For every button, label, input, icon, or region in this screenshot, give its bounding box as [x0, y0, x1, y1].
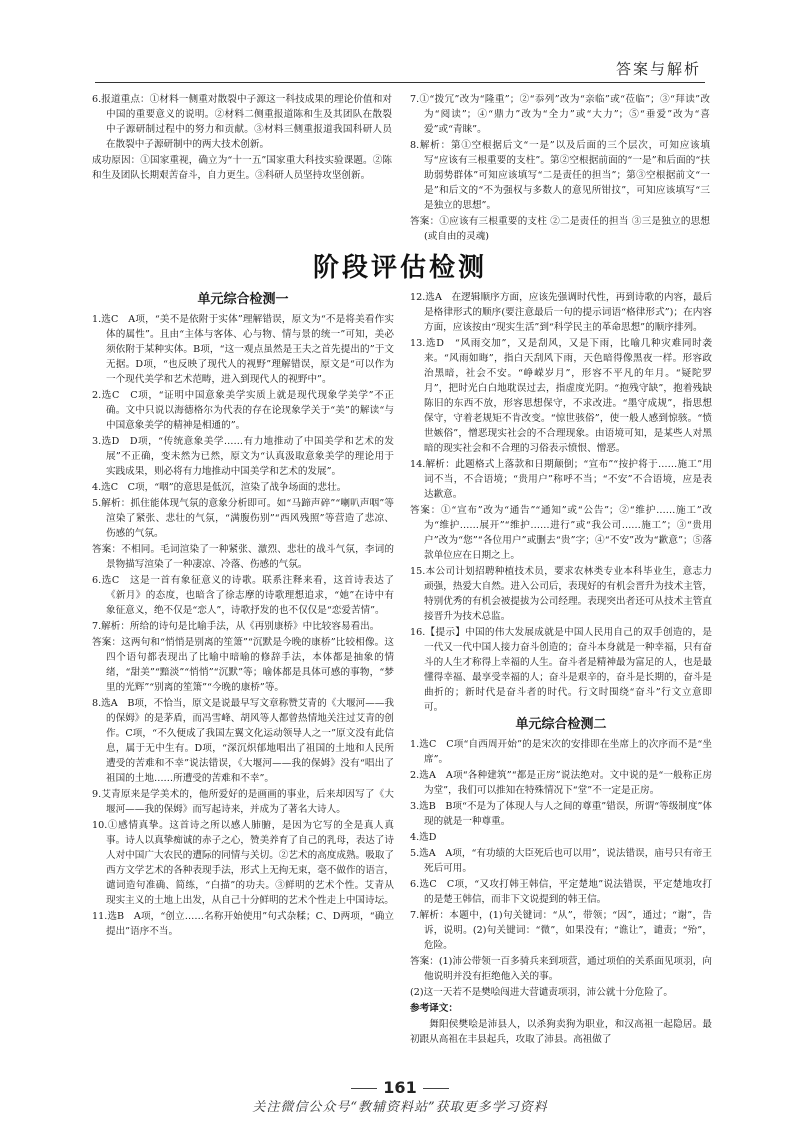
header-title: 答案与解析: [615, 60, 701, 78]
page-number: 161: [383, 1078, 417, 1097]
answer-item: 7.解析：所给的诗句是比喻手法，从《再别康桥》中比较容易看出。: [92, 621, 380, 632]
section-title: 阶段评估检测: [312, 253, 487, 283]
page-number-rule-right: [423, 1088, 449, 1089]
right-column: [410, 290, 712, 1095]
answer-paragraph: 6.报道重点：①材料一侧重对散裂中子源这一科技成果的理论价值和对中国的重要意义的说明。②材料二侧重报道陈和生及其团队在散裂中子源研制过程中的努力和贡献。③材料三侧重报道我国科研人员在散裂中子源研制中的两大技术创新。: [92, 94, 392, 150]
answer-paragraph: 8.解析：第①空根据后文“一是”以及后面的三个层次，可知应该填写“应该有三根重要的支柱”。第②空根据前面的“一是”和后面的“扶助弱势群体”可知应该填写“二是责任的担当”；第③空根据前文“一是”和后文的“不为强权与多数人的意见所钳抆”，可知应该填写“三是独立的思想”。: [410, 140, 710, 211]
answer-item: 5.解析：抓住能体现气氛的意象分析即可。如“马蹄声碎”“喇叭声咽”等渲染了紧张、悲壮的气氛，“满腹伤别”“西风残照”等营造了悲凉、伤感的气氛。: [92, 498, 394, 539]
answer-item: 答案：这两句和“悄悄是别离的笙箫”“沉默是今晚的康桥”比较相像。这四个语句都表现出了比喻中暗喻的修辞手法，本体都是抽象的情绪，“甜美”“黯淡”“悄悄”“沉默”等；喻体都是具体可感的事物，“梦里的光辉”“别离的笙箫”“今晚的康桥”等。: [92, 637, 394, 693]
answer-item: 2.选C C项，“证明中国意象美学实质上就是现代现象学美学”不正确。文中只说以海德格尔为代表的存在论现象学关于“美”的解读“与中国意象美学的精神是相通的”。: [92, 390, 394, 431]
unit-test-one-title: 单元综合检测一: [197, 292, 289, 307]
answer-item: 4.选D: [410, 832, 437, 843]
page-number-rule-left: [351, 1088, 377, 1089]
top-right-answers: [410, 92, 710, 252]
answer-item: 2.选A A项“各种建筑”“都是正房”说法绝对。文中说的是“一般称正房为堂”，我们可以推知在特殊情况下“堂”不一定是正房。: [410, 770, 712, 796]
answer-item: 6.选C 这是一首有象征意义的诗歌。联系注释来看，这首诗表达了《新月》的态度，也暗含了徐志摩的诗歌理想追求，“她”在诗中有象征意义，绝不仅是“恋人”，诗歌抒发的也不仅仅是“恋爱苦情”。: [92, 575, 394, 616]
answer-item: 7.解析：本题中，(1)句关键词：“从”，带领；“因”，通过；“谢”，告诉，说明。(2)句关键词：“微”，如果没有；“谯让”，谴责；“殆”，危险。: [410, 910, 712, 951]
answer-item: 12.选A 在逻辑顺序方面，应该先强调时代性，再到诗歌的内容，最后是格律形式的顺序(要注意最后一句的提示词语“格律形式”)；在内容方面，应该按由“现实生活”到“科学民主的革命思想”的顺序排列。: [410, 292, 712, 333]
page-number-wrapper: [0, 1078, 800, 1097]
answer-item: 11.选B A项，“创立……名称开始使用”句式杂糅；C、D两项，“确立提出”语序不当。: [92, 911, 394, 937]
answer-paragraph: 成功原因：①国家重视，确立为“十一五”国家重大科技实验课题。②陈和生及团队长期艰苦奋斗，自力更生。③科研人员坚持攻坚创新。: [92, 155, 392, 181]
translation-text: 舞阳侯樊哙是沛县人，以杀狗卖狗为职业，和汉高祖一起隐居。最初跟从高祖在丰县起兵，攻取了沛县。高祖做了: [410, 1019, 712, 1045]
answer-item: (2)这一天若不是樊哙闯进大营谴责项羽，沛公就十分危险了。: [410, 987, 674, 998]
answer-item: 8.选A B项，不恰当，原文是说最早写文章称赞艾青的《大堰河——我的保姆》的是茅盾，而冯雪峰、胡风等人都曾热情地关注过艾青的创作。C项，“不久便成了我国左翼文化运动领导人之一”原文没有此信息，属于无中生有。D项，“深沉炽郁地唱出了祖国的土地和人民所遭受的苦难和不幸”说法错误，《大堰河——我的保姆》没有“唱出了祖国的土地……所遭受的苦难和不幸”。: [92, 698, 394, 784]
answer-item: 16.【提示】中国的伟大发展成就是中国人民用自己的双手创造的，是一代又一代中国人接力奋斗创造的；奋斗本身就是一种幸福，只有奋斗的人生才称得上幸福的人生。奋斗者是精神最为富足的人，也是最懂得幸福、最享受幸福的人；奋斗是艰辛的，奋斗是长期的，奋斗是曲折的；新时代是奋斗者的时代。行文时围绕“奋斗”行文立意即可。: [410, 627, 712, 713]
answer-item: 13.选D “风雨交加”，又是刮风，又是下雨，比喻几种灾难同时袭来。“风雨如晦”，指白天刮风下雨，天色暗得像黑夜一样。形容政治黑暗，社会不安。“峥嵘岁月”，形容不平凡的年月。“疑陀罗月”，把时光白白地耽误过去，指虚度光阴。“抱残守缺”，抱着残缺陈旧的东西不放，形容思想保守，不求改进。“墨守成规”，指思想保守，守着老规矩不肯改变。“惊世骇俗”，使一般人感到惊骇。“愤世嫉俗”，憎恶现实社会的不合理现象。由语境可知，是某些人对黑暗的现实社会和不合理的习俗表示愤恨、憎恶。: [410, 338, 712, 454]
answer-item: 4.选C C项，“咽”的意思是低沉，渲染了战争场面的悲壮。: [92, 482, 347, 493]
top-left-answers: [92, 92, 392, 242]
unit-test-two-title: 单元综合检测二: [515, 717, 607, 732]
answer-item: 3.选D D项，“传统意象美学……有力地推动了中国美学和艺术的发展”不正确，变未然为已然，原文为“认真汲取意象美学的理论用于实践成果，则必将有力地推动中国美学和艺术的发展”。: [92, 436, 394, 477]
answer-item: 答案：(1)沛公带领一百多骑兵来到项营，通过项伯的关系面见项羽，向他说明并没有拒绝他入关的事。: [410, 956, 712, 982]
translation-heading: 参考译文：: [410, 1003, 458, 1014]
answer-item: 1.选C C项“自西周开始”的是宋次的安排即在坐席上的次序而不是“坐席”。: [410, 739, 712, 765]
answer-item: 10.①感情真挚。这首诗之所以感人肺腑，是因为它写的全是真人真事。诗人以真挚痴诚的赤子之心，赞美养育了自己的乳母，表达了诗人对中国广大农民的遭际的同情与关切。②艺术的高度成熟。吸取了西方文学艺术的各种表现手法，形式上无拘无束，毫不做作的语言，谴词造句准确、简练，“白描”的功夫。③鲜明的艺术个性。艾青从现实主义的土地上出发，从自己十分鲜明的艺术个性走上中国诗坛。: [92, 820, 394, 906]
footer-note: 关注微信公众号“教辅资料站”获取更多学习资料: [252, 1100, 548, 1115]
answer-item: 答案：不相同。毛词渲染了一种紧张、激烈、悲壮的战斗气氛，李词的景物描写渲染了一种凄凉、冷落、伤感的气氛。: [92, 544, 394, 570]
answer-item: 5.选A A项，“有功绩的大臣死后也可以用”，说法错误，庙号只有帝王死后可用。: [410, 848, 712, 874]
page-header: [95, 56, 705, 83]
answer-paragraph: 答案：①应该有三根重要的支柱 ②二是责任的担当 ③三是独立的思想(或自由的灵魂): [410, 216, 710, 242]
answer-item: 6.选C C项，“又攻打韩王韩信，平定楚地”说法错误，平定楚地攻打的是楚王韩信，而非下文说提到的韩王信。: [410, 879, 712, 905]
answer-item: 15.本公司计划招聘种植技术员，要求农林类专业本科毕业生，意志力顽强，热爱大自然。进入公司后，表现好的有机会晋升为技术主管，特别优秀的有机会被提拔为公司经理。表现突出者还可从技术主管直接晋升为技术总监。: [410, 566, 712, 622]
answer-item: 3.选B B项“不是为了体现人与人之间的尊重”错误，所谓“等级制度”体现的就是一种尊重。: [410, 801, 712, 827]
left-column: [92, 290, 394, 1095]
answer-item: 1.选C A项，“美不是依附于实体”理解错误，原文为“不是将美看作实体的属性”。且由“主体与客体、心与物、情与景的统一”可知，美必须依附于某种实体。B项，“这一观点虽然是王夫之首先提出的”于文无据。D项，“也反映了现代人的视野”理解错误，原文是“可以作为一个现代美学和艺术范畴，进入到现代人的视野中”。: [92, 314, 394, 385]
answer-item: 答案：①“宣布”改为“通告”“通知”或“公告”；②“维护……施工”改为“维护……展开”“维护……进行”或“我公司……施工”；③“贵用户”改为“您”“各位用户”或删去“贵”字；④“不安”改为“歉意”；⑤落款单位应在日期之上。: [410, 505, 712, 561]
answer-item: 14.解析：此题格式上落款和日期颠倒；“宣布”“按护将于……施工”用词不当，不合语境；“贵用户”称呼不当；“不安”不合语境，应是表达歉意。: [410, 459, 712, 500]
answer-item: 9.艾青原来是学美术的，他所爱好的是画画的事业，后来却因写了《大堰河——我的保姆》而写起诗来，并成为了著名大诗人。: [92, 789, 394, 815]
answer-paragraph: 7.①“拨冗”改为“隆重”；②“忝列”改为“亲临”或“莅临”；③“拜读”改为“阅读”；④“鼎力”改为“全力”或“大力”；⑤“垂爱”改为“喜爱”或“青睐”。: [410, 94, 710, 135]
